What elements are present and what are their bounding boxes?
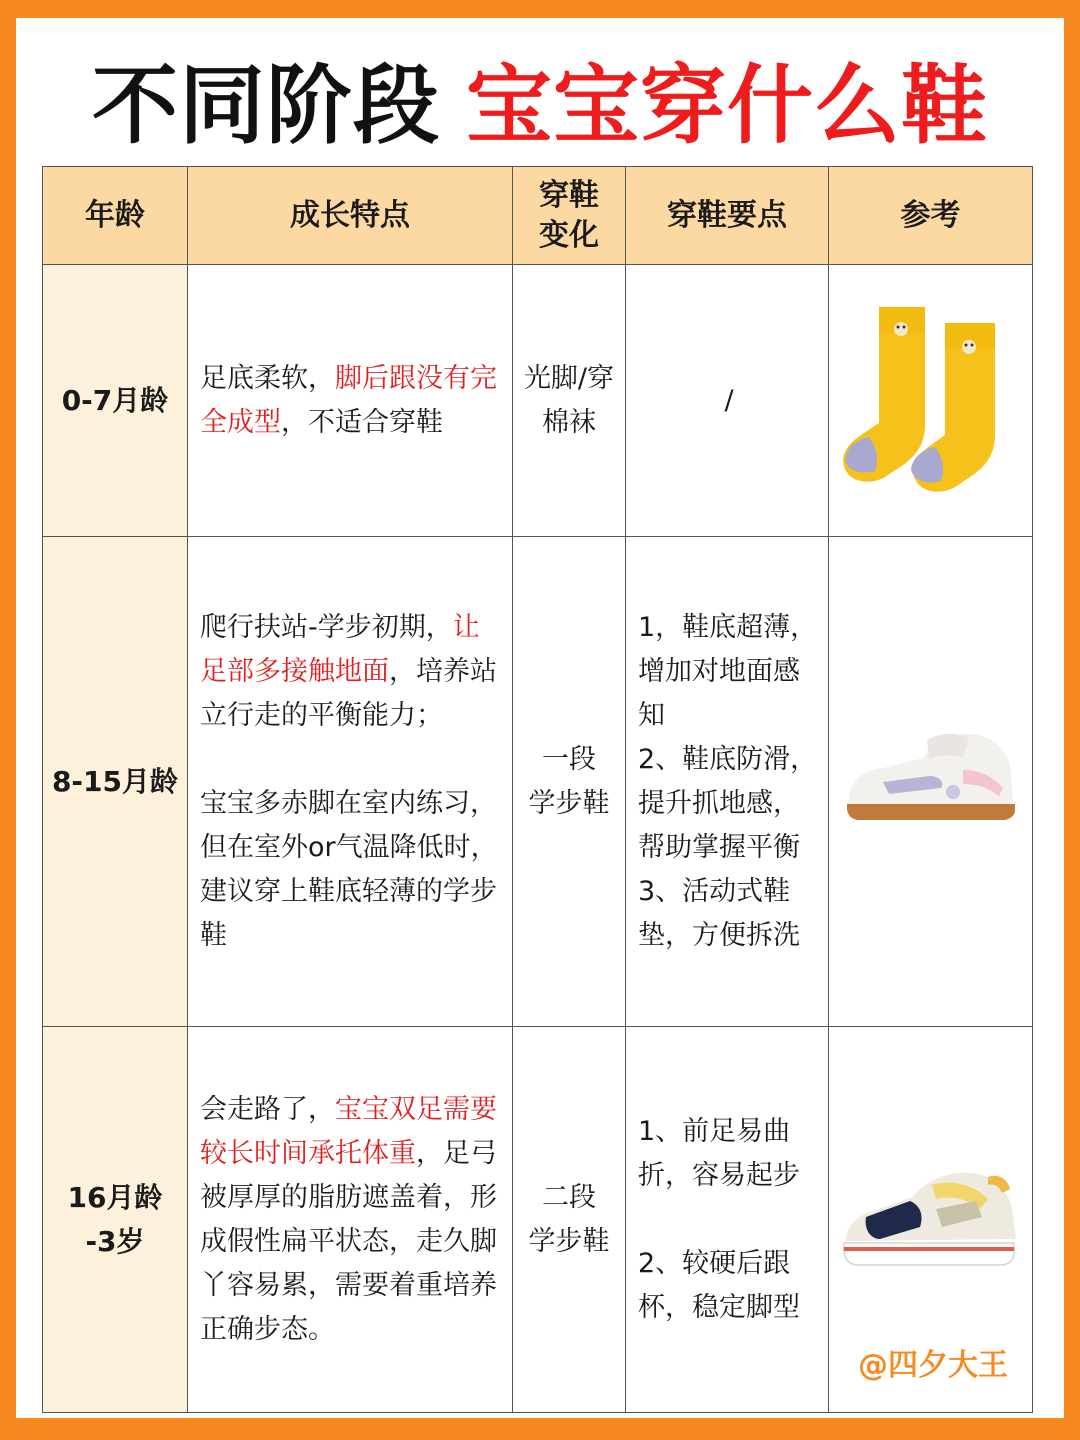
tips-gap <box>638 1198 820 1242</box>
header-change-line2: 变化 <box>539 217 599 253</box>
tip-item: 1、前足易曲折，容易起步 <box>638 1115 800 1191</box>
change-line2: 学步鞋 <box>528 787 610 819</box>
features-cell <box>188 265 513 537</box>
author-watermark: @四夕大王 <box>858 1348 1008 1383</box>
white-toddler-sneaker-image <box>843 730 1019 830</box>
paragraph-gap <box>200 738 502 782</box>
features-highlight: 让足部多接触地面 <box>200 611 480 687</box>
shoe-stage-table <box>42 166 1033 1413</box>
change-cell <box>513 537 626 1027</box>
header-features: 成长特点 <box>188 167 513 265</box>
features-highlight: 脚后跟没有完全成型 <box>200 362 497 438</box>
title-part-red: 宝宝穿什么鞋 <box>466 56 988 156</box>
page-title <box>16 56 1064 156</box>
header-change <box>513 167 626 265</box>
reference-cell <box>829 537 1033 1027</box>
features-paragraph <box>200 606 502 738</box>
age-label: 0-7月龄 <box>61 383 169 417</box>
title-part-black: 不同阶段 <box>92 56 440 156</box>
content-card <box>16 18 1064 1418</box>
change-cell <box>513 265 626 537</box>
features-text: ，培养站立行走的平衡能力； <box>200 655 497 731</box>
age-cell <box>43 1027 188 1413</box>
change-line2: 学步鞋 <box>528 1225 610 1257</box>
tip-item: 2、较硬后跟杯，稳定脚型 <box>638 1247 800 1323</box>
tip-item: 3、活动式鞋垫，方便拆洗 <box>638 875 800 951</box>
header-reference: 参考 <box>829 167 1033 265</box>
table-row <box>43 265 1033 537</box>
age-cell <box>43 265 188 537</box>
table-row <box>43 537 1033 1027</box>
age-label: 8-15月龄 <box>51 764 179 798</box>
header-age: 年龄 <box>43 167 188 265</box>
features-cell <box>188 1027 513 1413</box>
tips-cell <box>626 537 829 1027</box>
change-cell <box>513 1027 626 1413</box>
features-text: ，足弓被厚厚的脂肪遮盖着，形成假性扁平状态，走久脚丫容易累，需要着重培养正确步态。 <box>200 1137 497 1345</box>
change-line1: 一段 <box>542 743 596 775</box>
header-tips: 穿鞋要点 <box>626 167 829 265</box>
features-text: 爬行扶站-学步初期， <box>200 611 453 643</box>
table-header-row <box>43 167 1033 265</box>
age-cell <box>43 537 188 1027</box>
features-text: 会走路了， <box>200 1093 335 1125</box>
change-line1: 二段 <box>542 1181 596 1213</box>
features-paragraph: 宝宝多赤脚在室内练习，但在室外or气温降低时，建议穿上鞋底轻薄的学步鞋 <box>200 787 498 951</box>
age-label-line2: -3岁 <box>85 1224 145 1258</box>
tip-item: 1，鞋底超薄，增加对地面感知 <box>638 611 818 731</box>
age-label-line1: 16月龄 <box>67 1180 163 1214</box>
features-highlight: 宝宝双足需要较长时间承托体重 <box>200 1093 497 1169</box>
tips-cell <box>626 265 829 537</box>
reference-cell <box>829 265 1033 537</box>
features-text: ，不适合穿鞋 <box>281 406 443 438</box>
features-text: 足底柔软， <box>200 362 335 394</box>
change-line1: 光脚/穿 <box>523 362 615 394</box>
yellow-baby-socks-image <box>841 299 1021 499</box>
tip-item: 2、鞋底防滑，提升抓地感，帮助掌握平衡 <box>638 743 818 863</box>
features-cell <box>188 537 513 1027</box>
header-change-line1: 穿鞋 <box>539 177 599 213</box>
tips-cell <box>626 1027 829 1413</box>
toddler-sandal-shoe-image <box>836 1163 1026 1273</box>
tips-text: / <box>724 384 734 416</box>
change-line2: 棉袜 <box>542 406 596 438</box>
